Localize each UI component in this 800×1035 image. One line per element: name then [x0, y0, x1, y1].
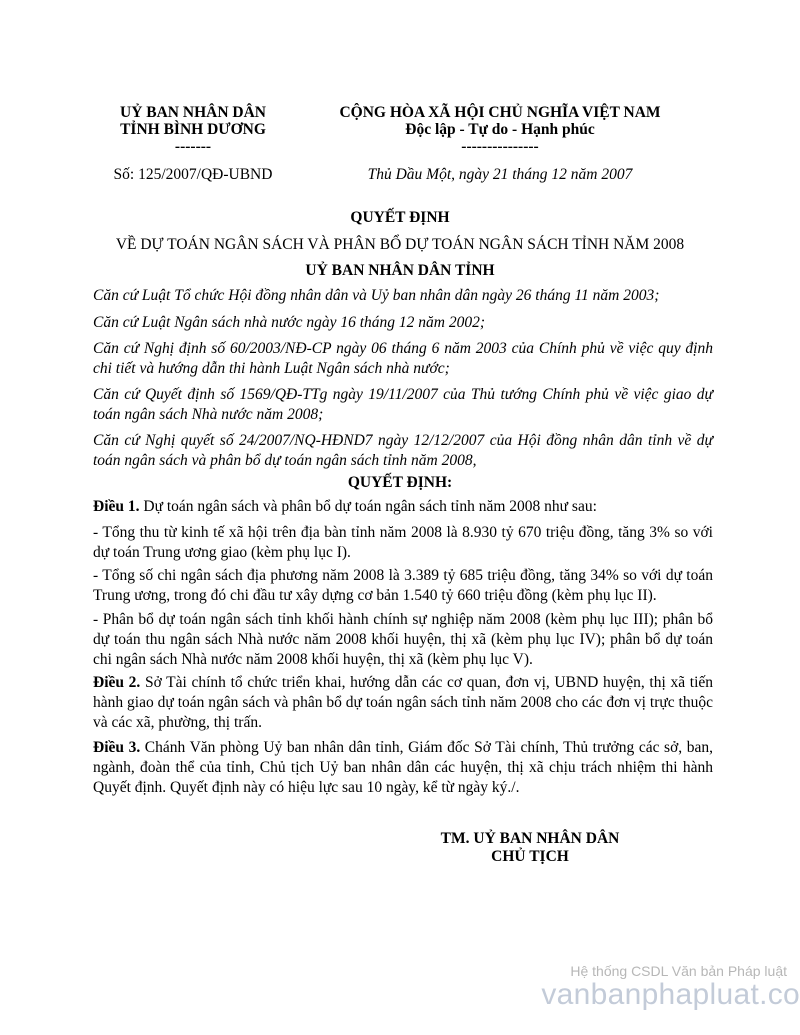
header-national-block — [300, 104, 700, 155]
watermark-caption: Hệ thống CSDL Văn bản Pháp luật — [570, 963, 787, 979]
article-1-item-2: - Tổng số chi ngân sách địa phương năm 2008 là 3.389 tỷ 685 triệu đồng, tăng 34% so với dự toán Trung ương, trong đó chi đầu tư xây dựng cơ bản 1.540 tỷ 660 triệu đồng (kèm phụ lục II). — [93, 567, 713, 604]
header-issuer-block — [93, 104, 293, 155]
decision-heading: QUYẾT ĐỊNH: — [347, 474, 453, 491]
legal-basis-3: Căn cứ Nghị định số 60/2003/NĐ-CP ngày 06 tháng 6 năm 2003 của Chính phủ về việc quy định chi tiết và hướng dẫn thi hành Luật Ngân sách nhà nước; — [93, 340, 713, 377]
legal-basis-2: Căn cứ Luật Ngân sách nhà nước ngày 16 tháng 12 năm 2002; — [93, 314, 485, 331]
signature-block — [400, 830, 660, 866]
signature-position: CHỦ TỊCH — [491, 848, 569, 865]
place-date: Thủ Dầu Một, ngày 21 tháng 12 năm 2007 — [367, 166, 633, 183]
article-1-text: Dự toán ngân sách và phân bổ dự toán ngân sách tỉnh năm 2008 như sau: — [139, 498, 597, 515]
document-subject: VỀ DỰ TOÁN NGÂN SÁCH VÀ PHÂN BỔ DỰ TOÁN NGÂN SÁCH TỈNH NĂM 2008 — [115, 236, 685, 253]
document-number: Số: 125/2007/QĐ-UBND — [113, 166, 273, 183]
article-1-item-3: - Phân bổ dự toán ngân sách tỉnh khối hành chính sự nghiệp năm 2008 (kèm phụ lục III); phân bổ dự toán thu ngân sách Nhà nước năm 2008 khối huyện, thị xã (kèm phụ lục IV); phân bổ dự toán chi ngân sách Nhà nước năm 2008 khối huyện, thị xã (kèm phụ lục V). — [93, 611, 713, 668]
article-2-text: Sở Tài chính tổ chức triển khai, hướng dẫn các cơ quan, đơn vị, UBND huyện, thị xã tiến hành giao dự toán ngân sách và phân bổ dự toán ngân sách tỉnh năm 2008 cho các đơn vị trực thuộc và các xã, phường, thị trấn. — [93, 674, 714, 731]
article-2-label: Điều 2. — [93, 674, 141, 691]
article-2 — [93, 673, 713, 733]
signature-title: TM. UỶ BAN NHÂN DÂN — [440, 830, 620, 847]
article-1-item-1: - Tổng thu từ kinh tế xã hội trên địa bàn tỉnh năm 2008 là 8.930 tỷ 670 triệu đồng, tăng 3% so với dự toán Trung ương giao (kèm phụ lục I). — [93, 524, 713, 561]
legal-basis-1: Căn cứ Luật Tổ chức Hội đồng nhân dân và Uỷ ban nhân dân ngày 26 tháng 11 năm 2003; — [93, 287, 660, 304]
national-title: CỘNG HÒA XÃ HỘI CHỦ NGHĨA VIỆT NAM — [339, 104, 661, 121]
watermark-site[interactable]: vanbanphapluat.co — [541, 978, 800, 1011]
national-motto: Độc lập - Tự do - Hạnh phúc — [405, 121, 595, 138]
article-3-label: Điều 3. — [93, 739, 141, 756]
issuer-heading: UỶ BAN NHÂN DÂN TỈNH — [305, 262, 495, 279]
issuer-org-line1: UỶ BAN NHÂN DÂN — [120, 104, 266, 121]
article-3 — [93, 738, 713, 798]
article-1-label: Điều 1. — [93, 498, 140, 515]
national-separator: --------------- — [461, 138, 539, 155]
document-type: QUYẾT ĐỊNH — [350, 209, 450, 226]
issuer-separator: ------- — [174, 138, 212, 155]
article-3-text: Chánh Văn phòng Uỷ ban nhân dân tỉnh, Giám đốc Sở Tài chính, Thủ trưởng các sở, ban, ngành, đoàn thể của tỉnh, Chủ tịch Uỷ ban nhân dân các huyện, thị xã chịu trách nhiệm thi hành Quyết định. Quyết định này có hiệu lực sau 10 ngày, kể từ ngày ký./. — [93, 739, 713, 796]
article-1 — [93, 497, 713, 517]
issuer-org-line2: TỈNH BÌNH DƯƠNG — [120, 121, 266, 138]
legal-basis-5: Căn cứ Nghị quyết số 24/2007/NQ-HĐND7 ngày 12/12/2007 của Hội đồng nhân dân tỉnh về dự toán ngân sách và phân bổ dự toán ngân sách tỉnh năm 2008, — [93, 432, 713, 469]
legal-basis-4: Căn cứ Quyết định số 1569/QĐ-TTg ngày 19/11/2007 của Thủ tướng Chính phủ về việc giao dự toán ngân sách Nhà nước năm 2008; — [93, 386, 713, 423]
